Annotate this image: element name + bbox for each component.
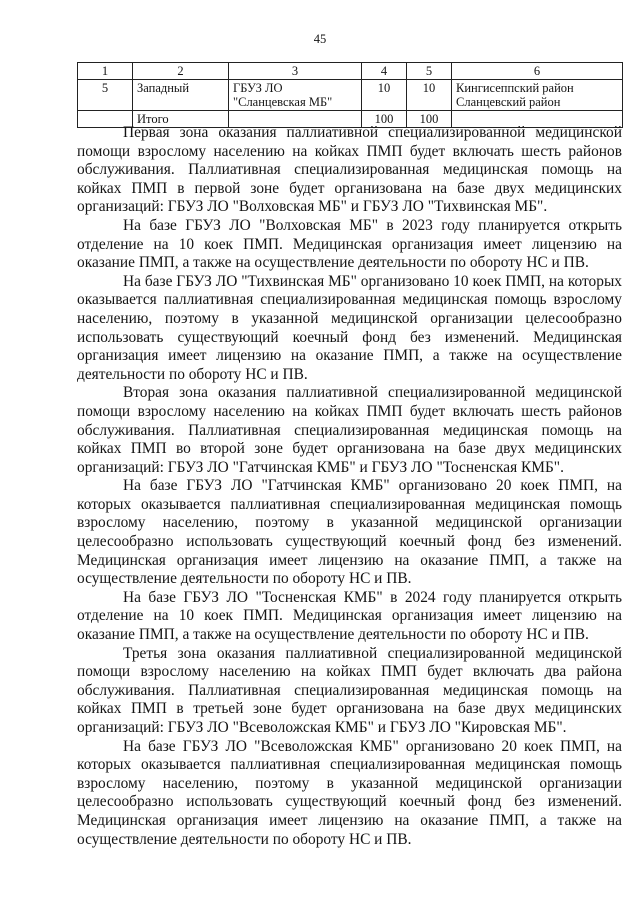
table-header-cell: 4: [362, 63, 407, 80]
table-header-cell: 3: [229, 63, 362, 80]
row-number: 5: [78, 80, 133, 111]
table-header-cell: 1: [78, 63, 133, 80]
table-header-row: [78, 63, 623, 80]
paragraph: На базе ГБУЗ ЛО "Всеволожская КМБ" организовано 20 коек ПМП, на которых оказывается паллиативная специализированная медицинская помощь взрослому населению, поэтому в указанной медицинской организации целесообразно использовать существующий коечный фонд без изменений. Медицинская организация имеет лицензию на оказание ПМП, а также на осуществление деятельности по обороту НС и ПВ.: [77, 737, 622, 848]
district-line: Кингисеппский район: [456, 81, 574, 95]
paragraph: Вторая зона оказания паллиативной специализированной медицинской помощи взрослому населению на койках ПМП будет включать шесть районов обслуживания. Паллиативная специализированная медицинская помощь на койках ПМП во второй зоне будет организована на базе двух медицинских организаций: ГБУЗ ЛО "Гатчинская КМБ" и ГБУЗ ЛО "Тосненская КМБ".: [77, 384, 622, 476]
paragraph: На базе ГБУЗ ЛО "Тихвинская МБ" организовано 10 коек ПМП, на которых оказывается паллиативная специализированная медицинская помощь взрослому населению, поэтому в указанной медицинской организации целесообразно использовать существующий коечный фонд без изменений. Медицинская организация имеет лицензию на оказание ПМП, а также на осуществление деятельности по обороту НС и ПВ.: [77, 272, 622, 383]
table-row: [78, 80, 623, 111]
table-header-cell: 2: [133, 63, 229, 80]
paragraph: Третья зона оказания паллиативной специализированной медицинской помощи взрослому населению на койках ПМП будет включать два района обслуживания. Паллиативная специализированная медицинская помощь на койках ПМП в третьей зоне будет организована на базе двух медицинских организаций: ГБУЗ ЛО "Всеволожская КМБ" и ГБУЗ ЛО "Кировская МБ".: [77, 644, 622, 736]
body-text: [77, 124, 622, 849]
table-header-cell: 5: [407, 63, 452, 80]
organization-line: ГБУЗ ЛО: [233, 81, 283, 95]
table-header-cell: 6: [452, 63, 623, 80]
paragraph: На базе ГБУЗ ЛО "Гатчинская КМБ" организовано 20 коек ПМП, на которых оказывается паллиативная специализированная медицинская помощь взрослому населению, поэтому в указанной медицинской организации целесообразно использовать существующий коечный фонд без изменений. Медицинская организация имеет лицензию на оказание ПМП, а также на осуществление деятельности по обороту НС и ПВ.: [77, 477, 622, 588]
paragraph: Первая зона оказания паллиативной специализированной медицинской помощи взрослому населению на койках ПМП будет включать шесть районов обслуживания. Паллиативная специализированная медицинская помощь на койках ПМП в первой зоне будет организована на базе двух медицинских организаций: ГБУЗ ЛО "Волховская МБ" и ГБУЗ ЛО "Тихвинская МБ".: [77, 124, 622, 216]
total-value: 100: [407, 111, 452, 128]
paragraph: На базе ГБУЗ ЛО "Волховская МБ" в 2023 году планируется открыть отделение на 10 коек ПМП. Медицинская организация имеет лицензию на оказание ПМП, а также на осуществление деятельности по обороту НС и ПВ.: [77, 216, 622, 272]
total-label: Итого: [133, 111, 229, 128]
beds-value: 10: [362, 80, 407, 111]
zones-table: [77, 62, 623, 128]
organization-line: "Сланцевская МБ": [233, 95, 333, 109]
districts: [452, 80, 623, 111]
page-number: 45: [313, 32, 327, 46]
district-line: Сланцевский район: [456, 95, 561, 109]
zone-name: Западный: [133, 80, 229, 111]
beds-value: 10: [407, 80, 452, 111]
total-value: 100: [362, 111, 407, 128]
paragraph: На базе ГБУЗ ЛО "Тосненская КМБ" в 2024 году планируется открыть отделение на 10 коек ПМП. Медицинская организация имеет лицензию на оказание ПМП, а также на осуществление деятельности по обороту НС и ПВ.: [77, 588, 622, 644]
organization: [229, 80, 362, 111]
